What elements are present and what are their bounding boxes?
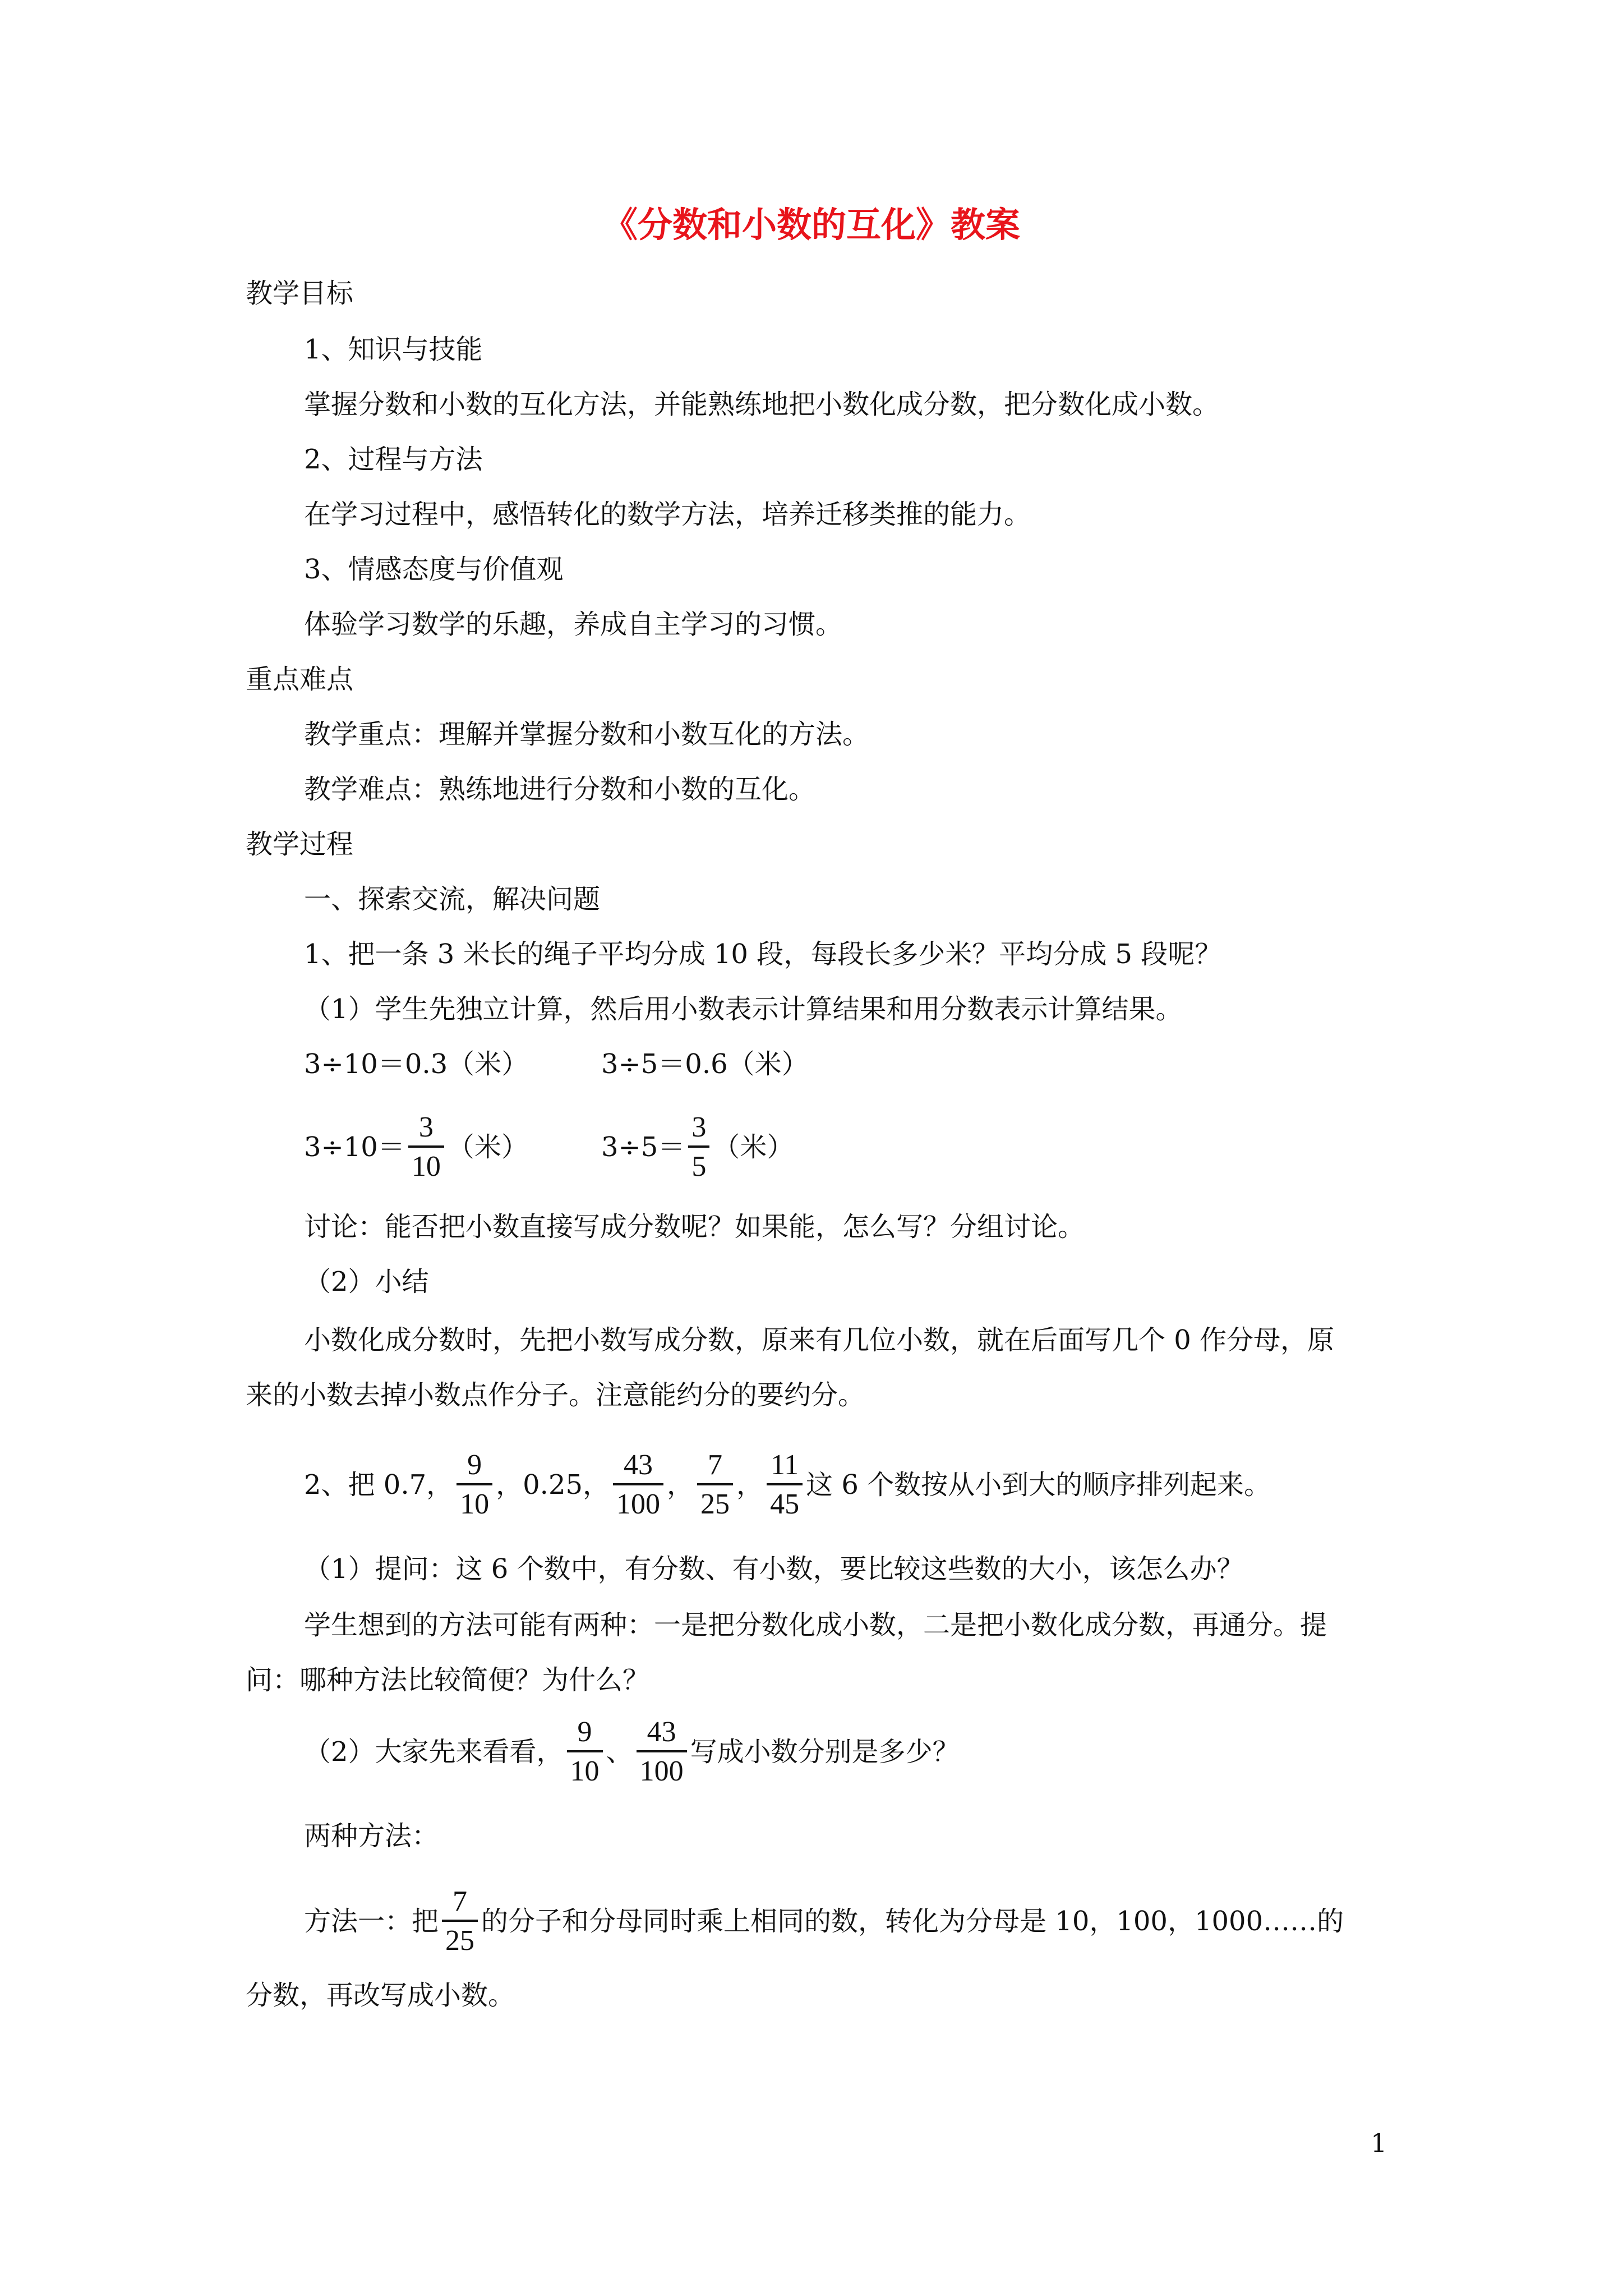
fraction-numerator: 9 <box>467 1449 482 1481</box>
goal-1-heading: 1、知识与技能 <box>304 334 483 365</box>
fraction <box>637 1718 687 1786</box>
fraction-denominator: 100 <box>613 1483 663 1519</box>
fraction <box>697 1451 733 1519</box>
question-1-step-1: （1）学生先独立计算，然后用小数表示计算结果和用分数表示计算结果。 <box>304 993 1183 1025</box>
fraction-numerator: 3 <box>691 1111 707 1143</box>
question-2-step-2-separator: 、 <box>606 1736 633 1768</box>
method-1-suffix: 的分子和分母同时乘上相同的数，转化为分母是 10，100，1000……的 <box>481 1906 1344 1937</box>
question-2-separator: ， <box>667 1469 694 1501</box>
fraction-denominator: 25 <box>442 1920 478 1955</box>
goal-2-text: 在学习过程中，感悟转化的数学方法，培养迁移类推的能力。 <box>304 499 1031 530</box>
calc-fraction-1-prefix: 3÷10＝ <box>304 1131 405 1163</box>
summary-heading: （2）小结 <box>304 1266 429 1297</box>
difficult-point-text: 教学难点：熟练地进行分数和小数的互化。 <box>304 774 816 805</box>
fraction-numerator: 11 <box>771 1449 799 1481</box>
question-2-step-2-suffix: 写成小数分别是多少？ <box>690 1736 960 1768</box>
fraction-denominator: 10 <box>567 1750 603 1786</box>
fraction-denominator: 45 <box>767 1483 803 1519</box>
fraction <box>567 1718 603 1786</box>
question-2-suffix: 这 6 个数按从小到大的顺序排列起来。 <box>806 1469 1271 1501</box>
fraction <box>442 1887 478 1955</box>
two-methods-label: 两种方法： <box>304 1820 439 1852</box>
key-point-text: 教学重点：理解并掌握分数和小数互化的方法。 <box>304 719 870 750</box>
goal-1-text: 掌握分数和小数的互化方法，并能熟练地把小数化成分数，把分数化成小数。 <box>304 389 1220 420</box>
method-1 <box>304 1879 1344 1963</box>
calc-decimal-1: 3÷10＝0.3（米） <box>304 1048 529 1080</box>
fraction-numerator: 43 <box>647 1716 676 1748</box>
summary-text-line-1: 小数化成分数时，先把小数写成分数，原来有几位小数，就在后面写几个 0 作分母，原 <box>304 1324 1335 1356</box>
section-heading-goals: 教学目标 <box>246 278 354 309</box>
section-heading-process: 教学过程 <box>246 829 354 860</box>
question-2-prefix: 2、把 0.7， <box>304 1469 454 1501</box>
question-2-answer-line-2: 问：哪种方法比较简便？为什么？ <box>246 1664 650 1696</box>
fraction-numerator: 7 <box>708 1449 723 1481</box>
fraction-denominator: 25 <box>697 1483 733 1519</box>
section-heading-key-points: 重点难点 <box>246 664 354 695</box>
document-title: 《分数和小数的互化》教案 <box>602 204 1020 245</box>
calc-fraction-2-prefix: 3÷5＝ <box>601 1131 685 1163</box>
fraction-numerator: 43 <box>624 1449 653 1481</box>
calc-fraction-2 <box>601 1108 794 1186</box>
fraction <box>408 1113 444 1181</box>
discussion-text: 讨论：能否把小数直接写成分数呢？如果能，怎么写？分组讨论。 <box>304 1211 1085 1243</box>
fraction <box>767 1451 803 1519</box>
method-1-line-2: 分数，再改写成小数。 <box>246 1980 515 2011</box>
question-2-step-2-prefix: （2）大家先来看看， <box>304 1736 564 1768</box>
calc-fraction-1 <box>304 1108 528 1186</box>
question-1: 1、把一条 3 米长的绳子平均分成 10 段，每段长多少米？平均分成 5 段呢？ <box>304 938 1222 970</box>
fraction-denominator: 5 <box>688 1145 709 1181</box>
fraction <box>613 1451 663 1519</box>
question-2-separator: ， <box>736 1469 764 1501</box>
goal-3-heading: 3、情感态度与价值观 <box>304 554 564 585</box>
fraction-denominator: 100 <box>637 1750 687 1786</box>
calc-fraction-1-unit: （米） <box>447 1131 528 1163</box>
question-2 <box>304 1443 1271 1527</box>
question-2-separator: ，0.25， <box>496 1469 610 1501</box>
calc-fraction-2-unit: （米） <box>713 1131 794 1163</box>
goal-3-text: 体验学习数学的乐趣，养成自主学习的习惯。 <box>304 609 843 640</box>
goal-2-heading: 2、过程与方法 <box>304 444 483 475</box>
fraction-numerator: 7 <box>453 1885 468 1917</box>
summary-text-line-2: 来的小数去掉小数点作分子。注意能约分的要约分。 <box>246 1379 865 1411</box>
calc-decimal-2: 3÷5＝0.6（米） <box>601 1048 809 1080</box>
page-number: 1 <box>1371 2128 1387 2158</box>
fraction-denominator: 10 <box>408 1145 444 1181</box>
question-2-step-2 <box>304 1710 960 1794</box>
question-2-step-1: （1）提问：这 6 个数中，有分数、有小数，要比较这些数的大小，该怎么办？ <box>304 1553 1244 1585</box>
fraction <box>688 1113 709 1181</box>
question-2-answer-line-1: 学生想到的方法可能有两种：一是把分数化成小数，二是把小数化成分数，再通分。提 <box>304 1609 1327 1641</box>
fraction <box>457 1451 492 1519</box>
fraction-numerator: 3 <box>418 1111 434 1143</box>
fraction-denominator: 10 <box>457 1483 492 1519</box>
fraction-numerator: 9 <box>577 1716 592 1748</box>
part-1-heading: 一、探索交流，解决问题 <box>304 884 601 915</box>
method-1-prefix: 方法一：把 <box>304 1906 439 1937</box>
